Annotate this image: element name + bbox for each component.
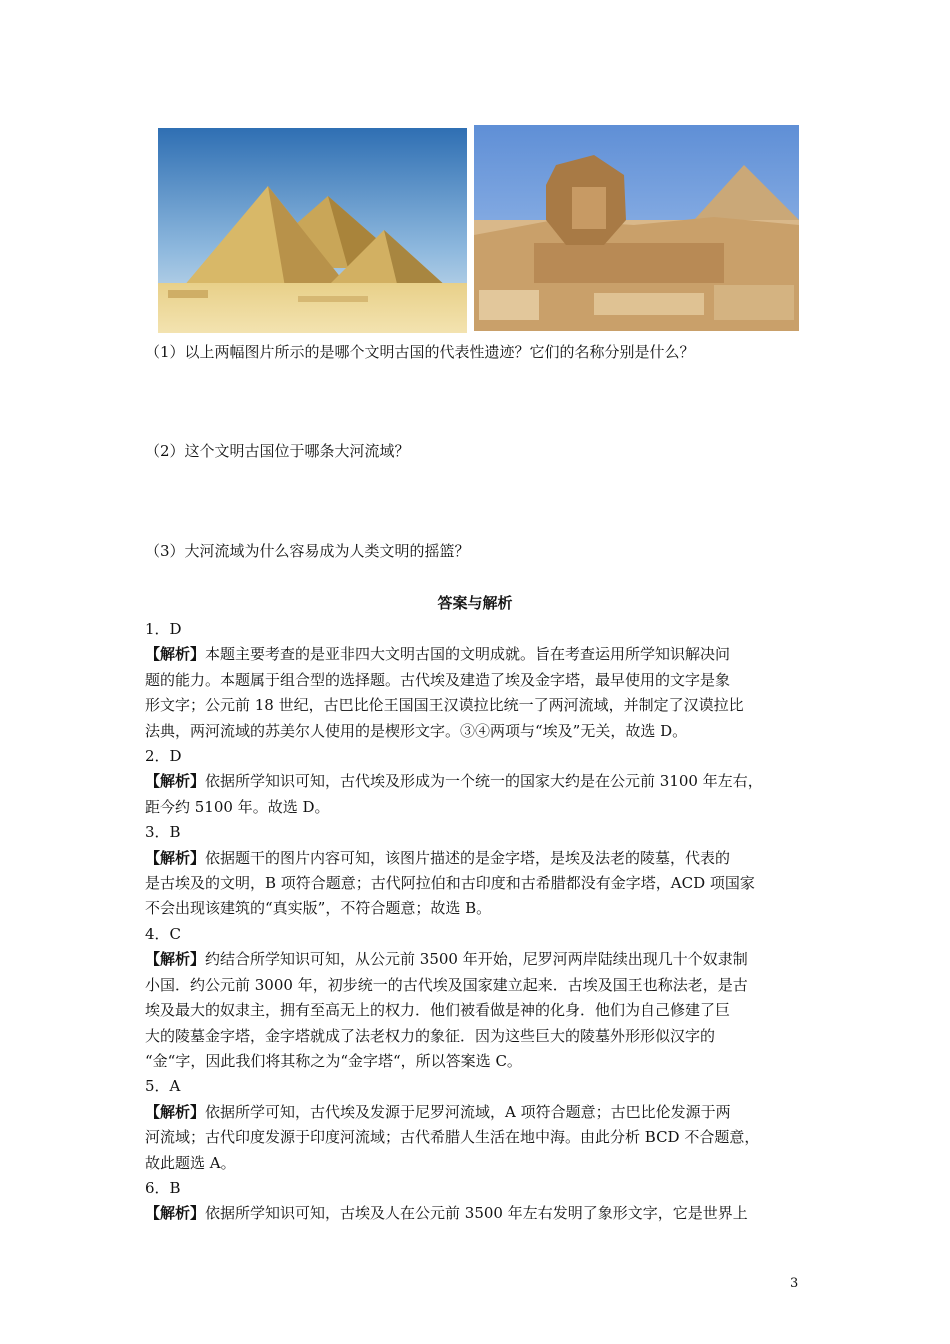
question-1: （1）以上两幅图片所示的是哪个文明古国的代表性遗迹？它们的名称分别是什么？ [145, 343, 695, 361]
answer-explanation-line [145, 642, 810, 667]
page-number: 3 [790, 1276, 799, 1291]
analysis-tag: 【解析】 [145, 1102, 206, 1121]
explanation-text: 本题主要考查的是亚非四大文明古国的文明成就。旨在考查运用所学知识解决问 [205, 645, 731, 664]
answer-explanation-line: 大的陵墓金字塔，金字塔就成了法老权力的象征．因为这些巨大的陵墓外形形似汉字的 [145, 1026, 716, 1045]
answer-explanation-line [145, 1201, 810, 1226]
answer-number: 2．D [145, 747, 182, 766]
answer-number: 5．A [145, 1077, 181, 1096]
question-2: （2）这个文明古国位于哪条大河流域？ [145, 442, 410, 460]
answer-number: 6．B [145, 1178, 181, 1197]
pyramids-photo [158, 128, 467, 333]
explanation-text: 约结合所学知识可知，从公元前 3500 年开始，尼罗河两岸陆续出现几十个奴隶制 [205, 950, 748, 969]
answer-explanation-line: 是古埃及的文明，B 项符合题意；古代阿拉伯和古印度和古希腊都没有金字塔，ACD 项国家 [145, 874, 755, 893]
analysis-tag: 【解析】 [145, 1204, 206, 1223]
answer-explanation-line: 形文字；公元前 18 世纪，古巴比伦王国国王汉谟拉比统一了两河流域，并制定了汉谟拉比 [145, 696, 744, 715]
answer-explanation-line: 题的能力。本题属于组合型的选择题。古代埃及建造了埃及金字塔，最早使用的文字是象 [145, 670, 731, 689]
explanation-text: 依据题干的图片内容可知，该图片描述的是金字塔，是埃及法老的陵墓，代表的 [205, 848, 731, 867]
answer-explanation-line [145, 1100, 810, 1125]
answer-explanation-line: “金“字，因此我们将其称之为“金字塔“，所以答案选 C。 [145, 1051, 522, 1070]
answer-number: 3．B [145, 823, 181, 842]
explanation-text: 依据所学知识可知，古代埃及形成为一个统一的国家大约是在公元前 3100 年左右， [205, 772, 763, 791]
answer-number: 1．D [145, 620, 182, 638]
explanation-text: 依据所学知识可知，古埃及人在公元前 3500 年左右发明了象形文字，它是世界上 [205, 1204, 748, 1223]
answer-explanation-line: 河流域；古代印度发源于印度河流域；古代希腊人生活在地中海。由此分析 BCD 不合题意， [145, 1128, 760, 1147]
answer-list [145, 617, 810, 1227]
answer-section-title: 答案与解析 [437, 594, 513, 612]
answer-explanation-line [145, 947, 810, 972]
analysis-tag: 【解析】 [145, 950, 206, 969]
answer-explanation-line: 距今约 5100 年。故选 D。 [145, 797, 330, 816]
answer-explanation-line [145, 846, 810, 871]
answer-explanation-line: 故此题选 A。 [145, 1153, 236, 1172]
question-3: （3）大河流域为什么容易成为人类文明的摇篮？ [145, 542, 470, 560]
answer-explanation-line: 法典，两河流域的苏美尔人使用的是楔形文字。③④两项与“埃及”无关，故选 D。 [145, 721, 688, 740]
answer-explanation-line: 不会出现该建筑的“真实版”，不符合题意；故选 B。 [145, 899, 492, 918]
sphinx-photo [474, 125, 799, 331]
analysis-tag: 【解析】 [145, 848, 206, 867]
analysis-tag: 【解析】 [145, 645, 206, 664]
explanation-text: 依据所学可知，古代埃及发源于尼罗河流域，A 项符合题意；古巴比伦发源于两 [205, 1102, 731, 1121]
answer-number: 4．C [145, 924, 182, 943]
answer-explanation-line: 埃及最大的奴隶主，拥有至高无上的权力．他们被看做是神的化身．他们为自己修建了巨 [145, 1001, 731, 1020]
analysis-tag: 【解析】 [145, 772, 206, 791]
answer-explanation-line: 小国．约公元前 3000 年，初步统一的古代埃及国家建立起来．古埃及国王也称法老，是古 [145, 975, 748, 994]
answer-explanation-line [145, 769, 810, 794]
